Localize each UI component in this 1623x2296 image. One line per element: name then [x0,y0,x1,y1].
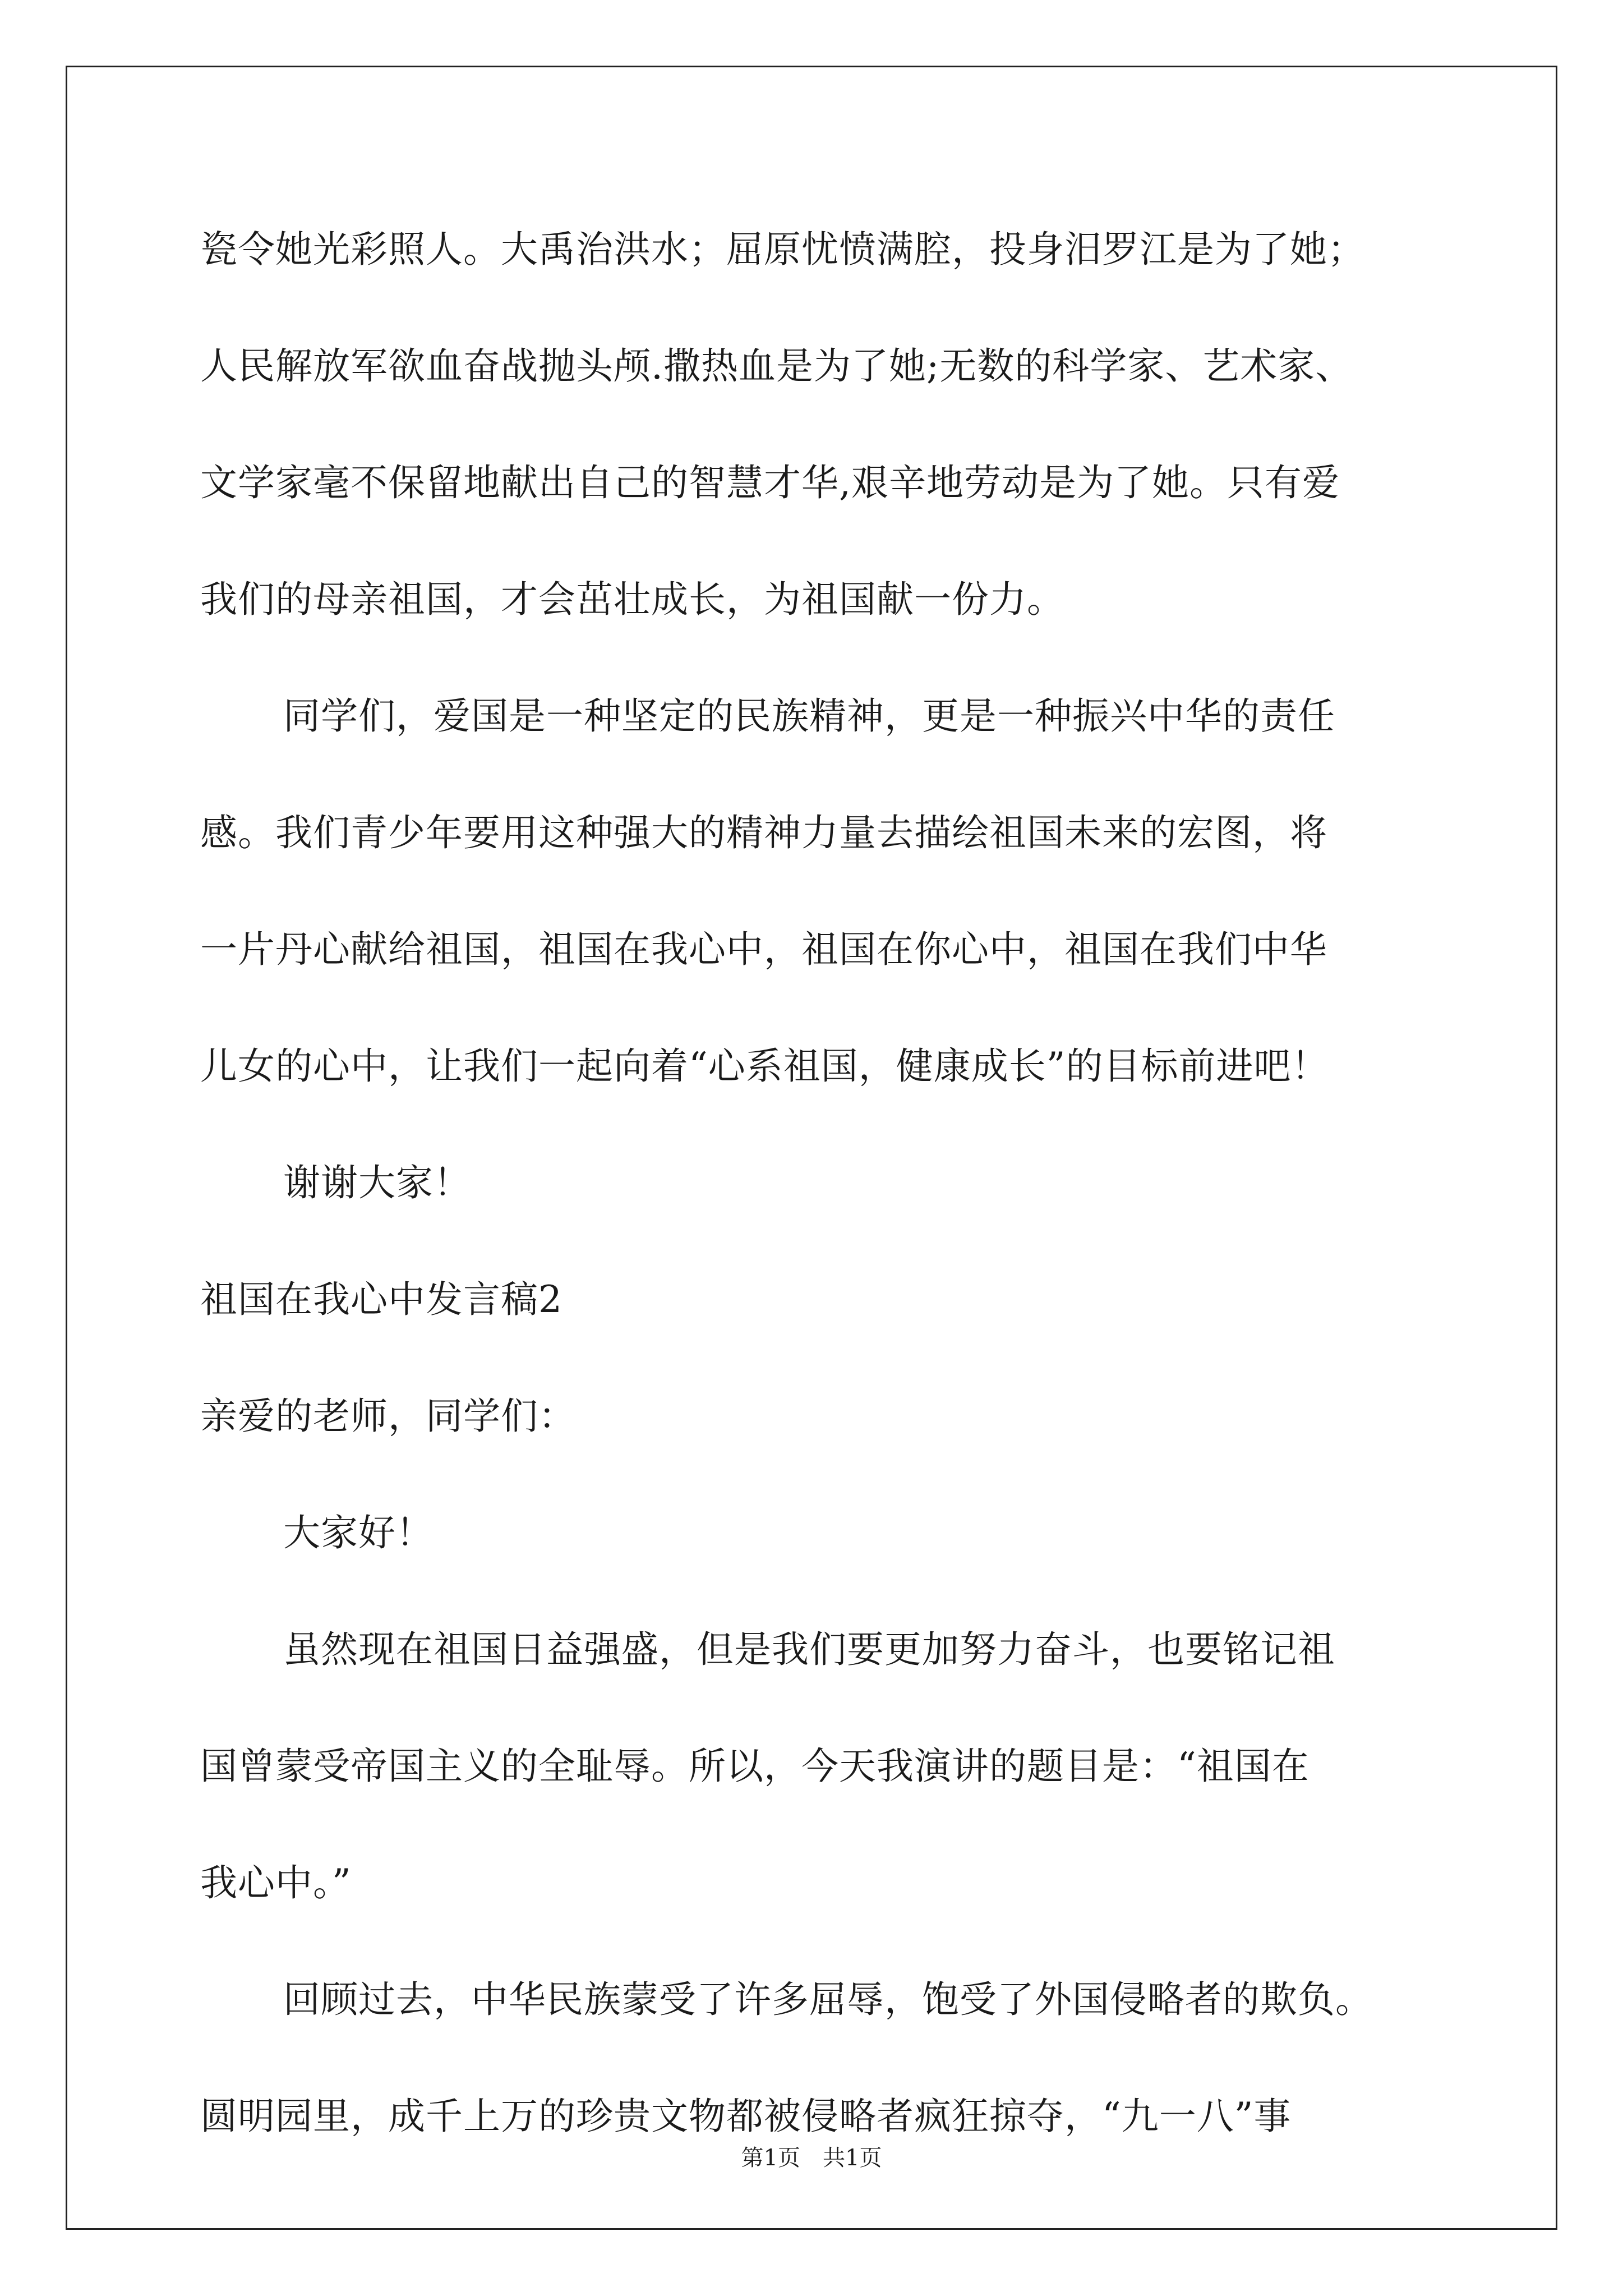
text-line: 同学们，爱国是一种坚定的民族精神，更是一种振兴中华的责任 [283,694,1335,738]
text-line: 圆明园里，成千上万的珍贵文物都被侵略者疯狂掠夺，“九一八”事 [200,2095,1292,2138]
text-line: 儿女的心中，让我们一起向着“心系祖国，健康成长”的目标前进吧！ [200,1045,1329,1088]
text-line: 人民解放军欲血奋战抛头颅.撒热血是为了她;无数的科学家、艺术家、 [200,344,1353,388]
text-line: 我们的母亲祖国，才会茁壮成长，为祖国献一份力。 [200,578,1064,621]
text-line: 文学家毫不保留地献出自己的智慧才华,艰辛地劳动是为了她。只有爱 [200,461,1340,504]
greeting: 大家好！ [283,1511,434,1554]
salutation: 亲爱的老师，同学们： [200,1395,576,1438]
text-line: 瓷令她光彩照人。大禹治洪水；屈原忧愤满腔，投身汨罗江是为了她； [200,228,1365,271]
text-line: 感。我们青少年要用这种强大的精神力量去描绘祖国未来的宏图，将 [200,811,1327,854]
text-line: 一片丹心献给祖国，祖国在我心中，祖国在你心中，祖国在我们中华 [200,928,1327,971]
text-line: 回顾过去，中华民族蒙受了许多屈辱，饱受了外国侵略者的欺负。 [283,1978,1373,2021]
text-line: 国曾蒙受帝国主义的全耻辱。所以，今天我演讲的题目是：“祖国在 [200,1745,1310,1788]
text-line: 谢谢大家！ [283,1161,471,1204]
section-title: 祖国在我心中发言稿2 [200,1278,562,1321]
document-body [200,213,1434,2197]
page-footer: 第1页 共1页 [741,2145,882,2171]
text-line: 虽然现在祖国日益强盛，但是我们要更加努力奋斗，也要铭记祖 [283,1628,1335,1671]
text-line: 我心中。” [200,1861,352,1904]
